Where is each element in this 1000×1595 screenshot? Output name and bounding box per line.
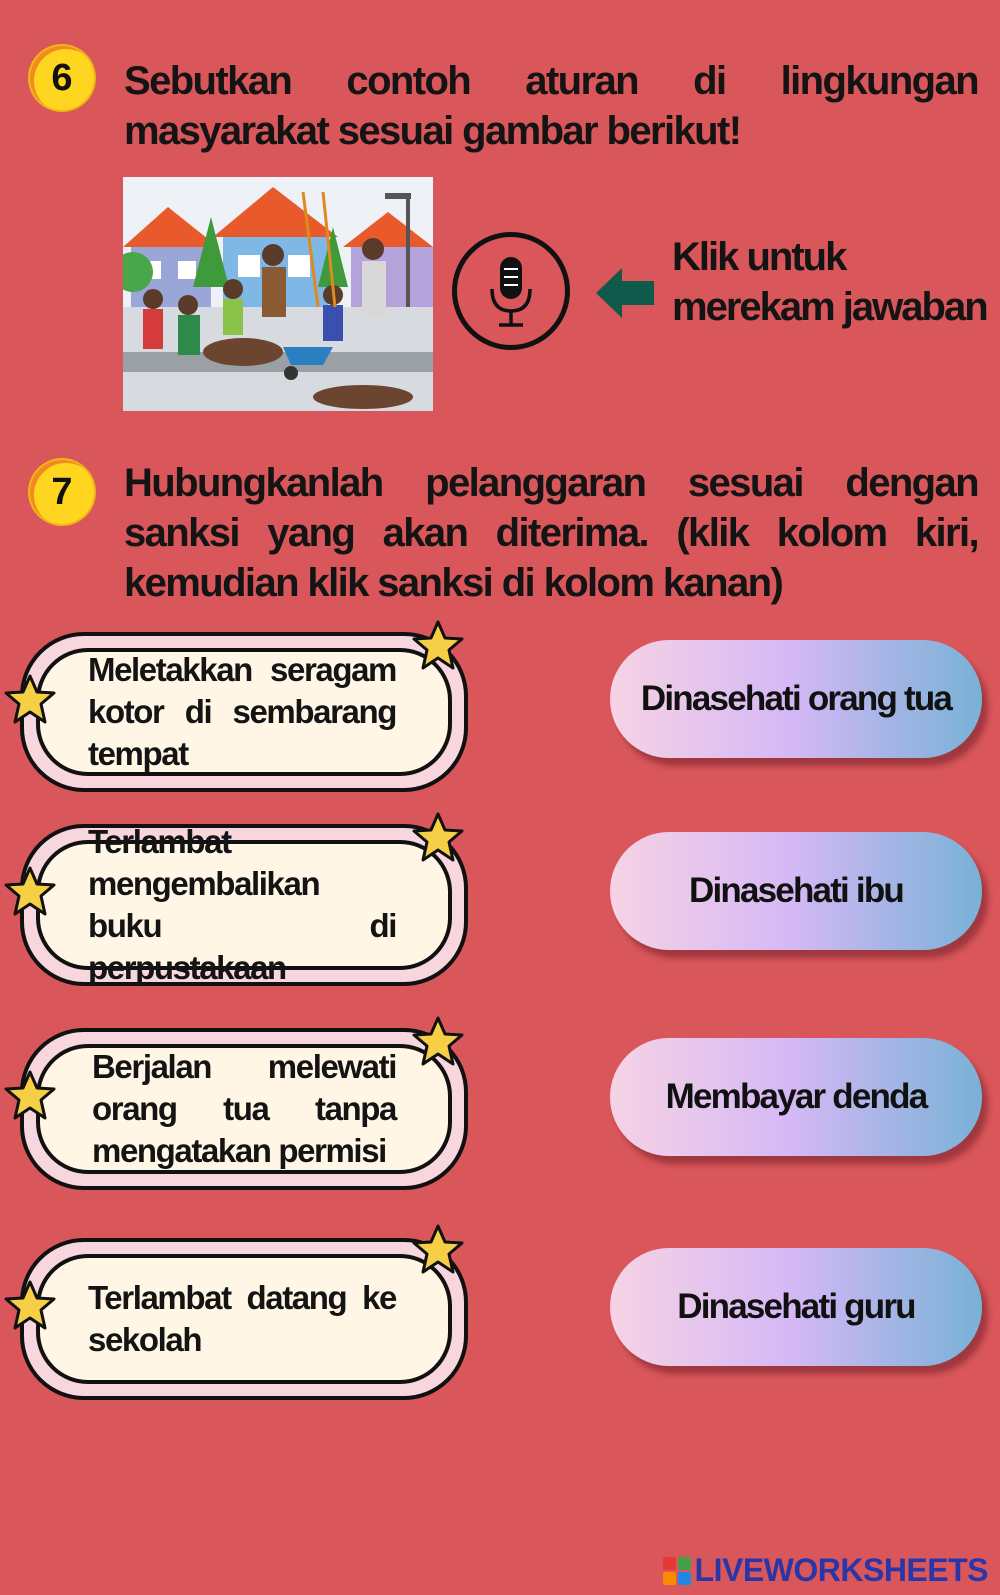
violation-card-1[interactable] xyxy=(20,632,468,792)
violation-card-3[interactable] xyxy=(20,1028,468,1190)
star-icon xyxy=(410,618,466,674)
sanction-option-1[interactable]: Dinasehati orang tua xyxy=(610,640,982,758)
question-6-text xyxy=(124,56,978,156)
violation-text: Meletakkan seragam kotor di sembarang tempat xyxy=(88,651,396,772)
liveworksheets-logo-icon xyxy=(663,1557,691,1585)
sanction-option-2[interactable]: Dinasehati ibu xyxy=(610,832,982,950)
violation-text: Terlambat mengembalikan buku di perpustakaan xyxy=(88,823,396,986)
question-7-number: 7 xyxy=(30,460,94,524)
violation-text: Berjalan melewati orang tua tanpa mengatakan permisi xyxy=(92,1048,396,1169)
star-icon xyxy=(410,1014,466,1070)
q6-word: Sebutkan xyxy=(124,59,292,103)
violation-text: Terlambat datang ke sekolah xyxy=(88,1279,396,1358)
record-label-line1: Klik untuk xyxy=(672,235,846,279)
star-icon xyxy=(2,672,58,728)
microphone-icon xyxy=(457,237,565,345)
q6-word: contoh xyxy=(346,59,471,103)
sanction-option-3[interactable]: Membayar denda xyxy=(610,1038,982,1156)
q6-word: lingkungan xyxy=(780,59,978,103)
question-7-text: Hubungkanlah pelanggaran sesuai dengan sanksi yang akan diterima. (klik kolom kiri, kemudian klik sanksi di kolom kanan) xyxy=(124,461,978,605)
record-answer-button[interactable] xyxy=(452,232,570,350)
q6-word: di xyxy=(693,59,726,103)
star-icon xyxy=(2,1278,58,1334)
record-label xyxy=(672,232,992,332)
violation-card-4[interactable] xyxy=(20,1238,468,1400)
star-icon xyxy=(410,1222,466,1278)
violation-card-2[interactable] xyxy=(20,824,468,986)
q6-line2: masyarakat sesuai gambar berikut! xyxy=(124,109,741,153)
star-icon xyxy=(2,1068,58,1124)
sanction-option-4[interactable]: Dinasehati guru xyxy=(610,1248,982,1366)
question-6-number: 6 xyxy=(30,46,94,110)
star-icon xyxy=(2,864,58,920)
q6-word: aturan xyxy=(525,59,638,103)
liveworksheets-brand[interactable] xyxy=(663,1552,988,1589)
record-label-line2: merekam jawaban xyxy=(672,285,987,329)
left-arrow-icon xyxy=(596,268,654,318)
brand-text: LIVEWORKSHEETS xyxy=(694,1552,988,1588)
star-icon xyxy=(410,810,466,866)
community-cleanup-illustration xyxy=(123,177,433,411)
